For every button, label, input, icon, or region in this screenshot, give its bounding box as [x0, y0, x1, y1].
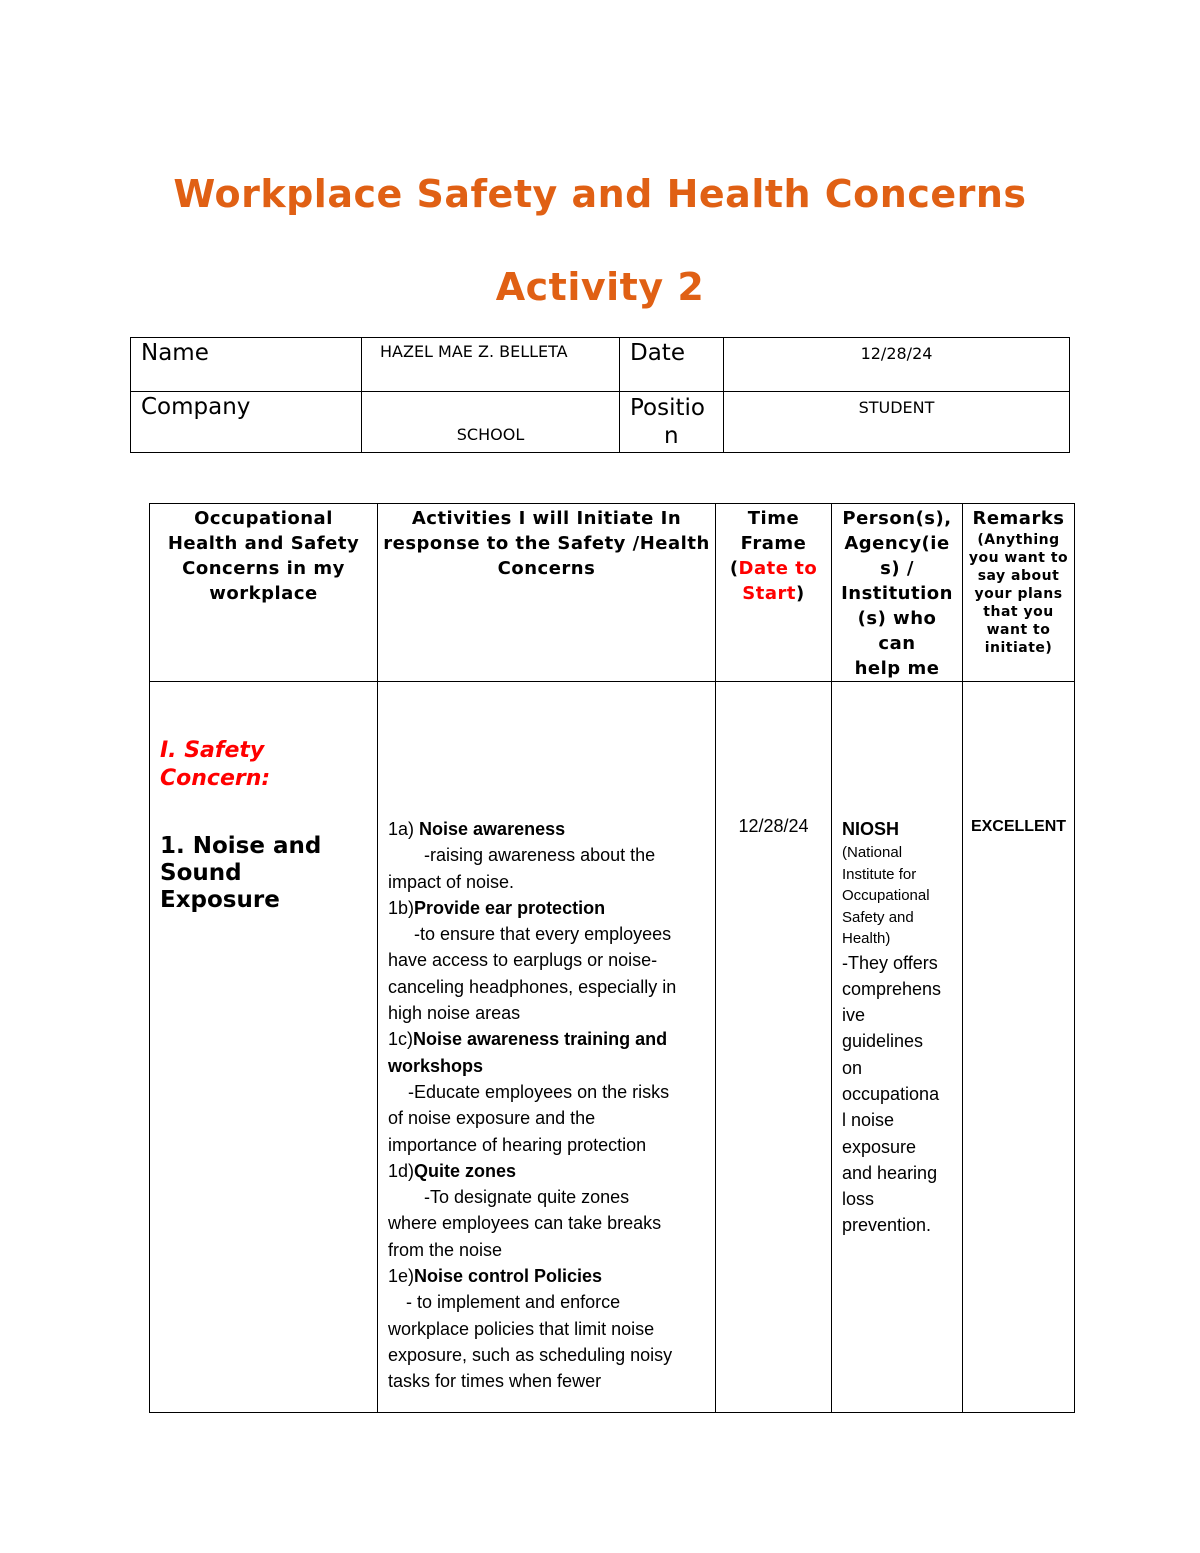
- header-persons: Person(s), Agency(ie s) / Institution (s) who can help me: [832, 504, 963, 682]
- name-label: Name: [131, 338, 362, 392]
- header-concerns: Occupational Health and Safety Concerns in my workplace: [150, 504, 378, 682]
- header-row: [150, 504, 1075, 682]
- position-label: Positio n: [620, 392, 724, 453]
- time-frame-cell: 12/28/24: [716, 682, 832, 1413]
- info-table: [130, 337, 1070, 453]
- header-remarks: Remarks (Anything you want to say about your plans that you want to initiate): [963, 504, 1075, 682]
- document-title: Workplace Safety and Health Concerns: [173, 172, 1027, 216]
- activity-item: 1a) Noise awareness -raising awareness about the impact of noise.: [388, 819, 656, 892]
- date-value: 12/28/24: [724, 338, 1070, 392]
- position-value: STUDENT: [724, 392, 1070, 453]
- activities-cell: [378, 682, 716, 1413]
- date-label: Date: [620, 338, 724, 392]
- concern-title: 1. Noise and Sound Exposure: [160, 833, 322, 913]
- company-label: Company: [131, 392, 362, 453]
- remarks-cell: EXCELLENT: [963, 682, 1075, 1413]
- company-value: SCHOOL: [362, 392, 620, 453]
- agency-full-name: (National Institute for Occupational Safety and Health): [842, 844, 930, 947]
- name-value: HAZEL MAE Z. BELLETA: [362, 338, 620, 392]
- person-cell: [832, 682, 963, 1413]
- activity-item: 1c)Noise awareness training and workshops -Educate employees on the risks of noise exposure and the importance of hearing protection: [388, 1029, 670, 1155]
- concern-cell: [150, 682, 378, 1413]
- concerns-table: [149, 503, 1075, 1413]
- agency-description: -They offers comprehens ive guidelines on occupationa l noise exposure and hearing loss prevention.: [842, 952, 942, 1236]
- agency-name: NIOSH: [842, 819, 900, 839]
- section-title: I. Safety Concern:: [160, 738, 271, 791]
- document-subtitle: Activity 2: [495, 265, 705, 309]
- activity-item: 1e)Noise control Policies - to implement and enforce workplace policies that limit noise exposure, such as scheduling noisy tasks for times when fewer: [388, 1266, 673, 1392]
- activity-item: 1b)Provide ear protection -to ensure that every employees have access to earplugs or noise- canceling headphones, especially in high noise areas: [388, 897, 677, 1024]
- header-time-frame: Time Frame (Date to Start): [716, 504, 832, 682]
- concern-row: [150, 682, 1075, 1413]
- activity-item: 1d)Quite zones -To designate quite zones where employees can take breaks from the noise: [388, 1160, 662, 1260]
- header-activities: Activities I will Initiate In response to the Safety /Health Concerns: [378, 504, 716, 682]
